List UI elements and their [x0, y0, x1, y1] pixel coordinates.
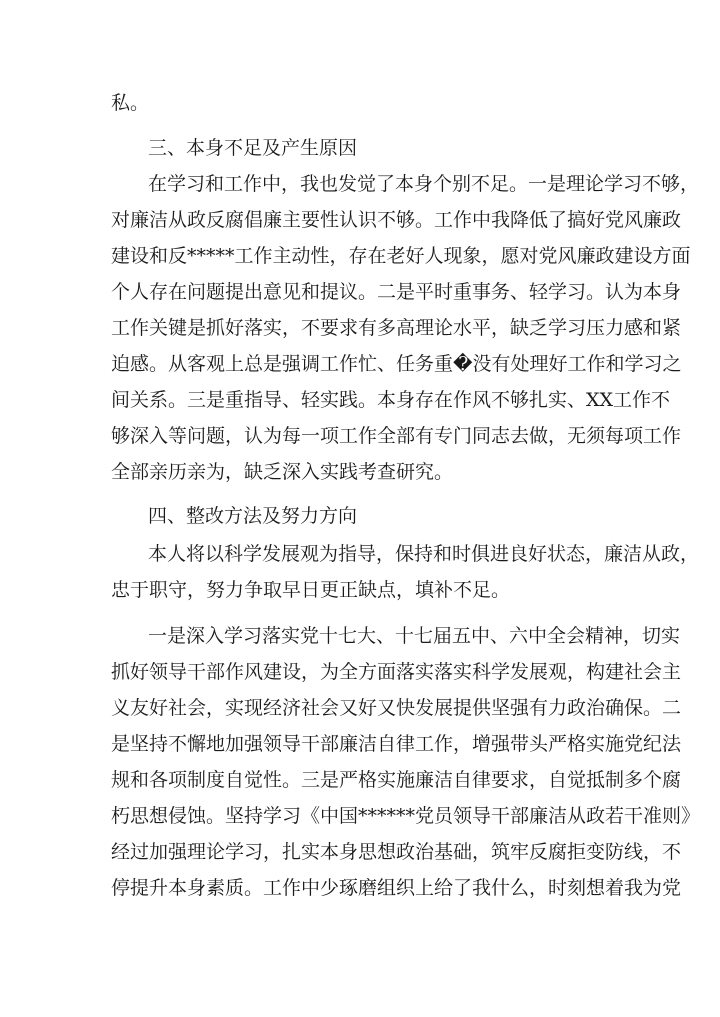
- text-line: 迫感。从客观上总是强调工作忙、任务重�没有处理好工作和学习之: [111, 353, 682, 375]
- text-line: 经过加强理论学习，扎实本身思想政治基础，筑牢反腐拒变防线，不: [111, 841, 682, 863]
- text-line: 在学习和工作中，我也发觉了本身个别不足。一是理论学习不够，: [148, 173, 700, 195]
- text-line: 建设和反*****工作主动性，存在老好人现象，愿对党风廉政建设方面: [111, 245, 691, 267]
- text-line: 个人存在问题提出意见和提议。二是平时重事务、轻学习。认为本身: [111, 281, 682, 303]
- text-line: 间关系。三是重指导、轻实践。本身存在作风不够扎实、XX工作不: [111, 389, 671, 411]
- text-line: 一是深入学习落实党十七大、十七届五中、六中全会精神，切实: [148, 625, 681, 647]
- text-line: 停提升本身素质。工作中少琢磨组织上给了我什么，时刻想着我为党: [111, 877, 682, 899]
- text-line: 私。: [111, 92, 150, 114]
- section-heading: 三、本身不足及产生原因: [148, 137, 358, 159]
- text-line: 义友好社会，实现经济社会又好又快发展提供坚强有力政治确保。二: [111, 697, 682, 719]
- text-line: 规和各项制度自觉性。三是严格实施廉洁自律要求，自觉抵制多个腐: [111, 769, 682, 791]
- text-line: 工作关键是抓好落实，不要求有多高理论水平，缺乏学习压力感和紧: [111, 317, 682, 339]
- text-line: 全部亲历亲为，缺乏深入实践考查研究。: [111, 461, 454, 483]
- text-line: 够深入等问题，认为每一项工作全部有专门同志去做，无须每项工作: [111, 425, 682, 447]
- text-line: 抓好领导干部作风建设，为全方面落实落实科学发展观，构建社会主: [111, 661, 682, 683]
- text-line: 忠于职守，努力争取早日更正缺点，填补不足。: [111, 579, 511, 601]
- section-heading: 四、整改方法及努力方向: [148, 505, 358, 527]
- text-line: 对廉洁从政反腐倡廉主要性认识不够。工作中我降低了搞好党风廉政: [111, 209, 682, 231]
- text-line: 是坚持不懈地加强领导干部廉洁自律工作，增强带头严格实施党纪法: [111, 733, 682, 755]
- text-line: 本人将以科学发展观为指导，保持和时俱进良好状态，廉洁从政，: [148, 543, 700, 565]
- text-line: 朽思想侵蚀。坚持学习《中国******党员领导干部廉洁从政若干准则》: [111, 805, 701, 827]
